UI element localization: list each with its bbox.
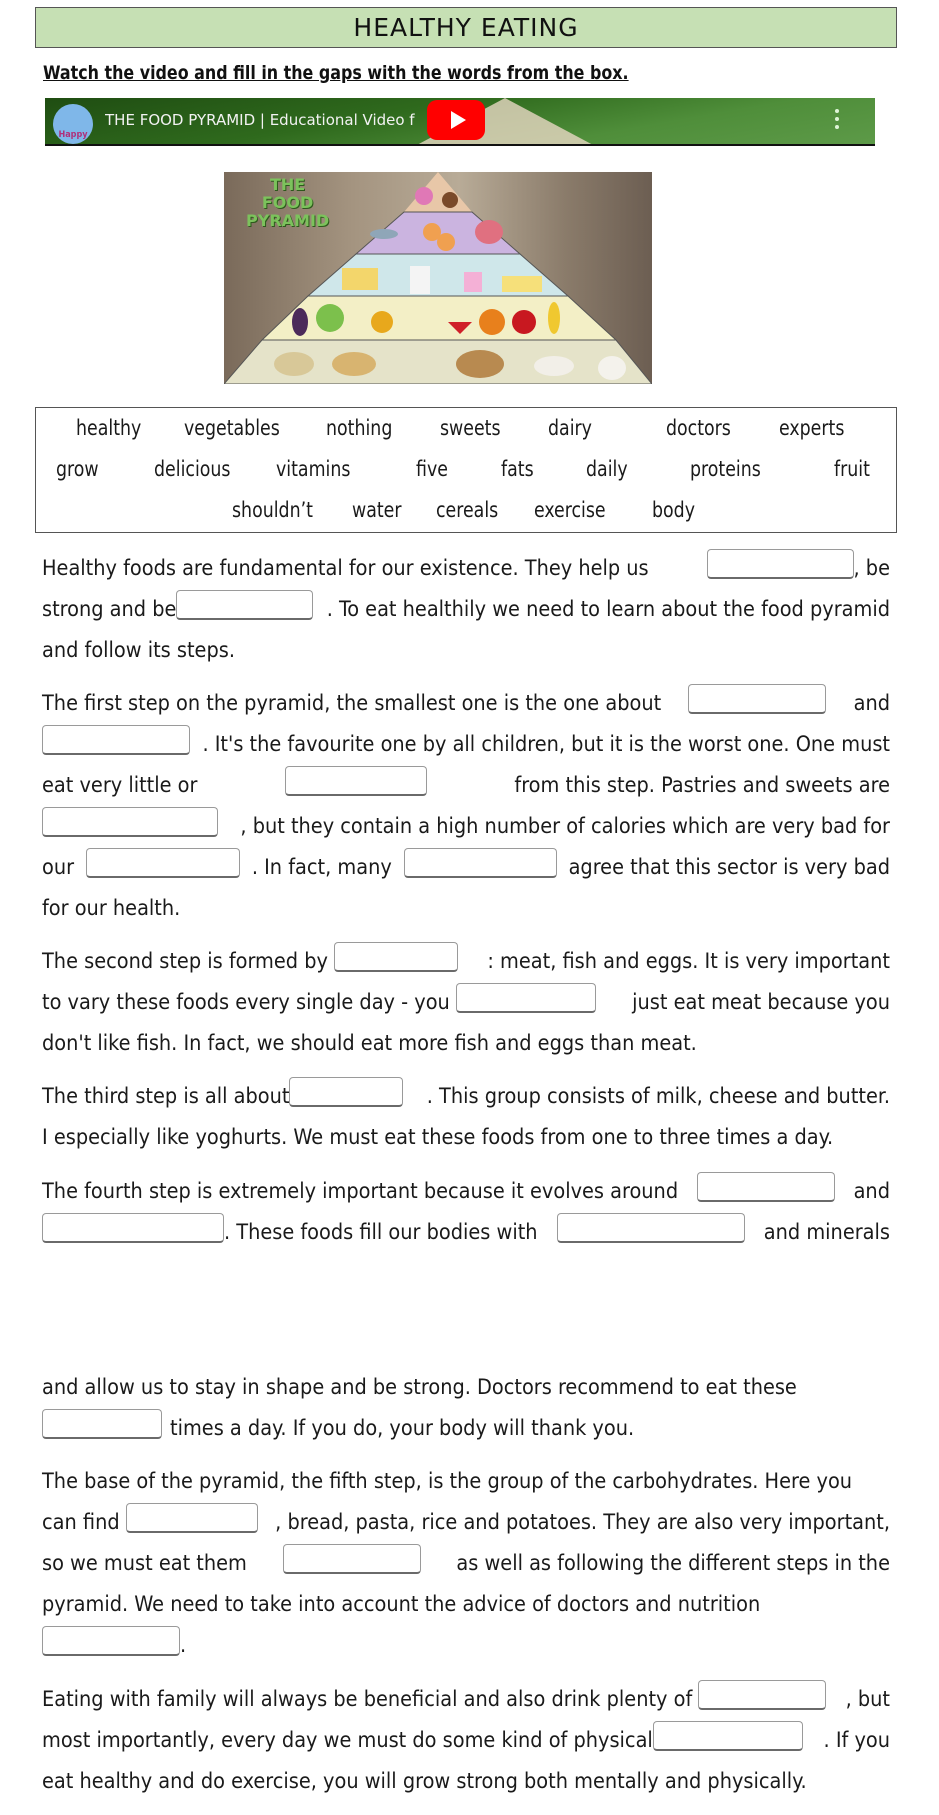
- text-line: [42, 1715, 890, 1753]
- text-span: , but: [845, 1687, 890, 1712]
- text-span: The fourth step is extremely important because it evolves around: [42, 1179, 679, 1204]
- text-span: eat healthy and do exercise, you will grow strong both mentally and physically.: [42, 1769, 807, 1794]
- gap-input-8[interactable]: [404, 848, 557, 878]
- text-line: [42, 1620, 890, 1658]
- cheese-icon: [342, 268, 378, 290]
- text-span: times a day. If you do, your body will thank you.: [170, 1416, 635, 1441]
- word-bank-item: cereals: [436, 498, 499, 522]
- text-line: [42, 801, 890, 839]
- text-span: : meat, fish and eggs. It is very important: [487, 949, 890, 974]
- pepper-icon: [371, 311, 393, 333]
- gap-input-6[interactable]: [42, 807, 218, 837]
- text-span: as well as following the different steps in the: [456, 1551, 890, 1576]
- text-span: can find: [42, 1510, 120, 1535]
- text-span: pyramid. We need to take into account the advice of doctors and nutrition: [42, 1592, 761, 1617]
- channel-logo-icon[interactable]: [53, 104, 93, 144]
- text-span: for our health.: [42, 896, 181, 921]
- pyramid-tier-fruit-veg: [262, 296, 616, 340]
- fish-icon: [370, 229, 398, 239]
- gap-input-18[interactable]: [42, 1626, 180, 1656]
- word-bank-item: experts: [779, 416, 845, 440]
- pyramid-title-line: THE: [269, 175, 306, 194]
- gap-input-14[interactable]: [557, 1213, 745, 1243]
- bread-icon: [332, 352, 376, 376]
- word-bank-item: vitamins: [276, 457, 351, 481]
- gap-input-13[interactable]: [42, 1213, 224, 1243]
- text-line: [42, 719, 890, 757]
- text-line: [42, 936, 890, 974]
- channel-logo-text: Happy: [58, 130, 88, 140]
- ice-cream-icon: [415, 187, 433, 205]
- potato-icon: [456, 350, 504, 378]
- text-span: and: [853, 691, 890, 716]
- pyramid-title-line: PYRAMID: [246, 211, 330, 230]
- play-button[interactable]: [427, 100, 485, 140]
- text-span: most importantly, every day we must do some kind of physical: [42, 1728, 653, 1753]
- text-span: . In fact, many: [251, 855, 392, 880]
- eggplant-icon: [292, 308, 308, 336]
- butter-icon: [502, 276, 542, 292]
- text-span: . To eat healthily we need to learn about the food pyramid: [326, 597, 890, 622]
- pyramid-tier-sweets: [404, 172, 472, 212]
- page-title: HEALTHY EATING: [353, 13, 579, 42]
- gap-input-19[interactable]: [698, 1680, 826, 1710]
- yoghurt-icon: [464, 272, 482, 292]
- pyramid-title-line: FOOD: [261, 193, 314, 212]
- word-bank-item: water: [352, 498, 402, 522]
- banana-icon: [548, 302, 560, 334]
- meat-icon: [475, 220, 503, 244]
- text-line: [42, 842, 890, 880]
- gap-input-1[interactable]: [707, 549, 854, 579]
- instructions: Watch the video and fill in the gaps with the words from the box.: [43, 62, 629, 84]
- text-span: , but they contain a high number of calories which are very bad for: [240, 814, 890, 839]
- text-span: , bread, pasta, rice and potatoes. They are also very important,: [275, 1510, 890, 1535]
- word-bank-item: nothing: [326, 416, 393, 440]
- word-bank: [35, 407, 897, 533]
- text-span: to vary these foods every single day - you: [42, 990, 450, 1015]
- text-line: [42, 1403, 890, 1441]
- orange-icon: [479, 309, 505, 335]
- text-line: [42, 1071, 890, 1109]
- text-line: [42, 1674, 890, 1712]
- gap-input-9[interactable]: [334, 942, 458, 972]
- text-line: [42, 883, 890, 921]
- vertical-dots-icon[interactable]: [835, 107, 839, 131]
- text-span: , be: [853, 556, 890, 581]
- video-embed[interactable]: [45, 98, 875, 146]
- text-span: strong and be: [42, 597, 177, 622]
- text-span: .: [180, 1633, 187, 1658]
- text-span: . If you: [823, 1728, 890, 1753]
- word-bank-item: proteins: [690, 457, 761, 481]
- gap-input-17[interactable]: [283, 1544, 421, 1574]
- word-bank-item: delicious: [154, 457, 231, 481]
- text-span: . It's the favourite one by all children, but it is the worst one. One must: [202, 732, 890, 757]
- text-span: don't like fish. In fact, we should eat more fish and eggs than meat.: [42, 1031, 697, 1056]
- text-span: The second step is formed by: [42, 949, 328, 974]
- gap-input-7[interactable]: [86, 848, 240, 878]
- gap-input-5[interactable]: [285, 766, 427, 796]
- play-icon: [451, 111, 466, 129]
- text-span: I especially like yoghurts. We must eat these foods from one to three times a day.: [42, 1125, 834, 1150]
- text-span: The base of the pyramid, the fifth step, is the group of the carbohydrates. Here you: [42, 1469, 853, 1494]
- text-line: [42, 1538, 890, 1576]
- gap-input-16[interactable]: [126, 1503, 258, 1533]
- word-bank-item: shouldn’t: [232, 498, 313, 522]
- text-span: our: [42, 855, 75, 880]
- text-span: agree that this sector is very bad: [568, 855, 890, 880]
- gap-input-12[interactable]: [697, 1172, 835, 1202]
- word-bank-item: daily: [586, 457, 628, 481]
- food-pyramid-image: [224, 172, 652, 384]
- text-line: [42, 584, 890, 622]
- apple-icon: [512, 310, 536, 334]
- title-banner: [35, 7, 897, 48]
- text-line: [42, 678, 890, 716]
- text-span: and follow its steps.: [42, 638, 235, 663]
- text-span: eat very little or: [42, 773, 198, 798]
- pyramid-title: [246, 176, 329, 230]
- word-bank-item: grow: [56, 457, 99, 481]
- text-span: . These foods fill our bodies with: [224, 1220, 538, 1245]
- word-bank-item: fats: [501, 457, 534, 481]
- flour-icon: [598, 356, 626, 380]
- text-line: [42, 1579, 890, 1617]
- lettuce-icon: [316, 304, 344, 332]
- text-span: The first step on the pyramid, the smallest one is the one about: [42, 691, 662, 716]
- text-span: and minerals: [763, 1220, 890, 1245]
- gap-input-20[interactable]: [653, 1721, 803, 1751]
- text-span: . This group consists of milk, cheese and butter.: [426, 1084, 890, 1109]
- text-span: just eat meat because you: [632, 990, 890, 1015]
- gap-input-3[interactable]: [688, 684, 826, 714]
- text-span: from this step. Pastries and sweets are: [514, 773, 890, 798]
- pasta-icon: [274, 352, 314, 376]
- word-bank-item: five: [416, 457, 448, 481]
- gap-input-10[interactable]: [456, 983, 596, 1013]
- word-bank-item: healthy: [76, 416, 142, 440]
- text-span: so we must eat them: [42, 1551, 247, 1576]
- word-bank-item: body: [652, 498, 695, 522]
- milk-icon: [410, 266, 430, 294]
- word-bank-item: exercise: [534, 498, 606, 522]
- gap-input-2[interactable]: [176, 590, 313, 620]
- text-line: [42, 1018, 890, 1056]
- word-bank-item: fruit: [834, 457, 870, 481]
- text-span: and allow us to stay in shape and be strong. Doctors recommend to eat these: [42, 1375, 797, 1400]
- word-bank-item: vegetables: [184, 416, 280, 440]
- text-line: [42, 1362, 890, 1400]
- gap-input-15[interactable]: [42, 1409, 162, 1439]
- word-bank-item: doctors: [666, 416, 731, 440]
- text-line: [42, 1756, 890, 1794]
- gap-input-11[interactable]: [289, 1077, 403, 1107]
- text-line: [42, 1207, 890, 1245]
- text-line: [42, 625, 890, 663]
- text-line: [42, 1166, 890, 1204]
- gap-input-4[interactable]: [42, 725, 190, 755]
- text-line: [42, 760, 890, 798]
- word-bank-item: sweets: [440, 416, 501, 440]
- text-span: The third step is all about: [42, 1084, 290, 1109]
- text-span: and: [853, 1179, 890, 1204]
- text-line: [42, 543, 890, 581]
- word-bank-item: dairy: [548, 416, 592, 440]
- text-line: [42, 977, 890, 1015]
- text-line: [42, 1497, 890, 1535]
- rice-icon: [534, 356, 574, 376]
- text-line: [42, 1456, 890, 1494]
- video-title[interactable]: THE FOOD PYRAMID | Educational Video f: [105, 111, 415, 129]
- donut-icon: [442, 192, 458, 208]
- text-span: Healthy foods are fundamental for our existence. They help us: [42, 556, 649, 581]
- text-span: Eating with family will always be beneficial and also drink plenty of: [42, 1687, 693, 1712]
- text-line: [42, 1112, 890, 1150]
